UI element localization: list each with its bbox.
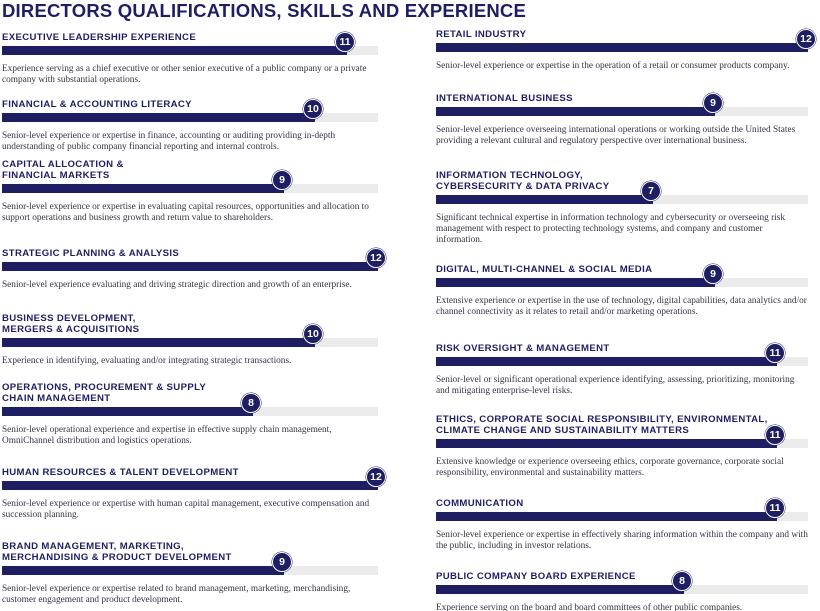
bar-track (436, 195, 808, 204)
bar-fill (436, 43, 808, 52)
bar-fill (436, 512, 777, 521)
skill-title: FINANCIAL & ACCOUNTING LITERACY (2, 99, 192, 110)
skill-description: Significant technical expertise in information technology and cybersecurity or overseeing risk management with respect to protecting technology systems, and company and customer information. (436, 213, 786, 245)
skill-title: RETAIL INDUSTRY (436, 29, 527, 40)
bar-fill (436, 439, 777, 448)
skill-title: COMMUNICATION (436, 498, 524, 509)
value-badge: 7 (641, 181, 661, 201)
value-badge: 11 (765, 498, 785, 518)
skill-description: Senior-level or significant operational experience identifying, assessing, prioritizing, monitoring and mitigating enterprise-level risks. (436, 375, 795, 396)
skill-title: BUSINESS DEVELOPMENT, MERGERS & ACQUISITIONS (2, 313, 140, 335)
value-badge: 9 (703, 93, 723, 113)
bar-track (436, 357, 808, 366)
bar-fill (2, 113, 315, 122)
bar-fill (2, 262, 378, 271)
skill-title: OPERATIONS, PROCUREMENT & SUPPLY CHAIN MANAGEMENT (2, 382, 207, 404)
value-badge: 10 (303, 99, 323, 119)
skill-title: EXECUTIVE LEADERSHIP EXPERIENCE (2, 32, 197, 43)
skill-title: PUBLIC COMPANY BOARD EXPERIENCE (436, 571, 636, 582)
bar-track (436, 278, 808, 287)
skill-title: BRAND MANAGEMENT, MARKETING, MERCHANDISING & PRODUCT DEVELOPMENT (2, 541, 232, 563)
value-badge: 12 (366, 467, 386, 487)
value-badge: 9 (272, 170, 292, 190)
value-badge: 11 (765, 343, 785, 363)
skill-description: Experience in identifying, evaluating and/or integrating strategic transactions. (2, 356, 292, 366)
skill-description: Senior-level experience evaluating and driving strategic direction and growth of an enterprise. (2, 280, 352, 290)
bar-track (2, 113, 378, 122)
bar-track (436, 439, 808, 448)
bar-fill (2, 184, 284, 193)
bar-track (436, 107, 808, 116)
bar-track (436, 43, 808, 52)
bar-track (2, 338, 378, 347)
value-badge: 9 (703, 264, 723, 284)
skill-description: Senior-level experience overseeing international operations or working outside the United States providing a relevant cultural and regulatory perspective over international business. (436, 125, 796, 146)
value-badge: 8 (672, 571, 692, 591)
bar-fill (436, 107, 715, 116)
value-badge: 11 (765, 425, 785, 445)
skill-title: INTERNATIONAL BUSINESS (436, 93, 573, 104)
skill-title: HUMAN RESOURCES & TALENT DEVELOPMENT (2, 467, 239, 478)
bar-track (2, 407, 378, 416)
skill-description: Senior-level experience or expertise with human capital management, executive compensation and succession planning. (2, 499, 370, 520)
skill-title: ETHICS, CORPORATE SOCIAL RESPONSIBILITY, ENVIRONMENTAL, CLIMATE CHANGE AND SUSTAINABILITY MATTERS (436, 414, 768, 436)
bar-fill (436, 278, 715, 287)
value-badge: 8 (241, 393, 261, 413)
bar-track (2, 566, 378, 575)
value-badge: 9 (272, 552, 292, 572)
skill-title: INFORMATION TECHNOLOGY, CYBERSECURITY & DATA PRIVACY (436, 170, 610, 192)
value-badge: 10 (303, 324, 323, 344)
bar-fill (2, 566, 284, 575)
bar-fill (2, 481, 378, 490)
page-title: DIRECTORS QUALIFICATIONS, SKILLS AND EXPERIENCE (2, 0, 527, 21)
skill-description: Senior-level experience or expertise in evaluating capital resources, opportunities and allocation to support operations and business growth and return value to shareholders. (2, 202, 369, 223)
skill-description: Senior-level experience or expertise in the operation of a retail or consumer products company. (436, 61, 790, 71)
bar-fill (436, 357, 777, 366)
skill-description: Senior-level experience or expertise in effectively sharing information within the company and with the public, including in investor relations. (436, 530, 808, 551)
skill-description: Senior-level experience or expertise in finance, accounting or auditing providing in-depth understanding of public company financial reporting and internal controls. (2, 131, 336, 152)
bar-track (2, 262, 378, 271)
value-badge: 11 (335, 32, 355, 52)
skill-title: RISK OVERSIGHT & MANAGEMENT (436, 343, 610, 354)
skill-title: CAPITAL ALLOCATION & FINANCIAL MARKETS (2, 159, 124, 181)
bar-fill (2, 46, 347, 55)
bar-fill (436, 585, 684, 594)
bar-track (436, 512, 808, 521)
bar-track (2, 46, 378, 55)
skill-description: Experience serving on the board and board committees of other public companies. (436, 603, 743, 611)
skill-title: STRATEGIC PLANNING & ANALYSIS (2, 248, 180, 259)
value-badge: 12 (796, 29, 816, 49)
skill-description: Senior-level experience or expertise related to brand management, marketing, merchandising, customer engagement and product development. (2, 584, 351, 605)
skill-description: Experience serving as a chief executive or other senior executive of a public company or a private company with substantial operations. (2, 64, 367, 85)
value-badge: 12 (366, 248, 386, 268)
bar-fill (436, 195, 653, 204)
bar-track (2, 481, 378, 490)
bar-track (2, 184, 378, 193)
skill-title: DIGITAL, MULTI-CHANNEL & SOCIAL MEDIA (436, 264, 653, 275)
skill-description: Senior-level operational experience and expertise in effective supply chain management, OmniChannel distribution and logistics operations. (2, 425, 332, 446)
skill-description: Extensive knowledge or experience overseeing ethics, corporate governance, corporate social responsibility, environmental and sustainability matters. (436, 457, 784, 478)
bar-fill (2, 407, 253, 416)
skill-description: Extensive experience or expertise in the use of technology, digital capabilities, data analytics and/or channel connectivity as it relates to retail and/or marketing operations. (436, 296, 807, 317)
bar-fill (2, 338, 315, 347)
bar-track (436, 585, 808, 594)
